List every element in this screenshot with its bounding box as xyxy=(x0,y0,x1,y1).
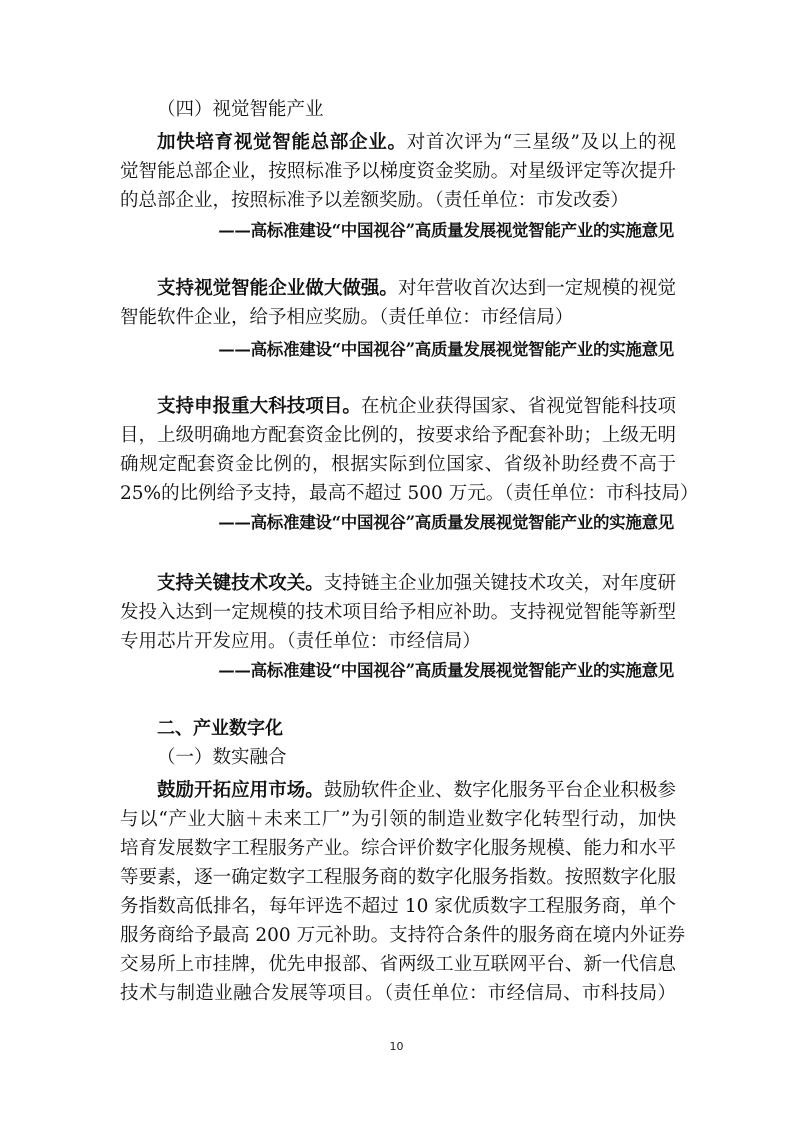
paragraph-text: 支持链主企业加强关键技术攻关，对年度研 xyxy=(323,573,676,594)
paragraph-line: 的总部企业，按照标准予以差额奖励。（责任单位：市发改委） xyxy=(120,190,629,211)
paragraph-line: 等要素，逐一确定数字工程服务商的数字化服务指数。按照数字化服 xyxy=(120,867,676,888)
paragraph-lead: 支持关键技术攻关。 xyxy=(157,573,324,594)
paragraph-lead: 支持视觉智能企业做大做强。 xyxy=(157,278,398,299)
paragraph-lead: 鼓励开拓应用市场。 xyxy=(157,780,324,801)
paragraph-line: 专用芯片开发应用。（责任单位：市经信局） xyxy=(120,631,481,652)
source-citation: ——高标准建设“中国视谷”高质量发展视觉智能产业的实施意见 xyxy=(218,513,674,532)
paragraph-line xyxy=(120,130,676,156)
paragraph-line: 务指数高低排名，每年评选不超过 10 家优质数字工程服务商，单个 xyxy=(120,896,676,917)
paragraph-line: 交易所上市挂牌，优先申报部、省两级工业互联网平台、新一代信息 xyxy=(120,954,676,975)
paragraph-line: 目，上级明确地方配套资金比例的，按要求给予配套补助；上级无明 xyxy=(120,425,676,446)
paragraph-text: 鼓励软件企业、数字化服务平台企业积极参 xyxy=(323,780,676,801)
paragraph-line: 发投入达到一定规模的技术项目给予相应补助。支持视觉智能等新型 xyxy=(120,602,676,623)
section-heading: （四）视觉智能产业 xyxy=(157,99,324,120)
page-number: 10 xyxy=(389,1040,404,1053)
paragraph-line: 智能软件企业，给予相应奖励。（责任单位：市经信局） xyxy=(120,307,574,328)
paragraph-line: 培育发展数字工程服务产业。综合评价数字化服务规模、能力和水平 xyxy=(120,838,676,859)
paragraph-text: 对年营收首次达到一定规模的视觉 xyxy=(397,278,676,299)
paragraph-text: 在杭企业获得国家、省视觉智能科技项 xyxy=(360,396,676,417)
paragraph-line xyxy=(120,571,676,597)
paragraph-line: 服务商给予最高 200 万元补助。支持符合条件的服务商在境内外证券 xyxy=(120,925,686,946)
paragraph-line xyxy=(120,394,676,420)
paragraph-text: 对首次评为“三星级”及以上的视 xyxy=(406,132,676,153)
source-citation: ——高标准建设“中国视谷”高质量发展视觉智能产业的实施意见 xyxy=(218,661,674,680)
subsection-heading: （一）数实融合 xyxy=(157,747,287,768)
paragraph-line: 技术与制造业融合发展等项目。（责任单位：市经信局、市科技局） xyxy=(120,983,676,1004)
paragraph-line: 觉智能总部企业，按照标准予以梯度资金奖励。对星级评定等次提升 xyxy=(120,161,676,182)
source-citation: ——高标准建设“中国视谷”高质量发展视觉智能产业的实施意见 xyxy=(218,340,674,359)
paragraph-line: 25%的比例给予支持，最高不超过 500 万元。（责任单位：市科技局） xyxy=(120,483,699,504)
paragraph-lead: 加快培育视觉智能总部企业。 xyxy=(157,132,407,153)
paragraph-line xyxy=(120,276,676,302)
chapter-heading: 二、产业数字化 xyxy=(157,718,283,739)
paragraph-lead: 支持申报重大科技项目。 xyxy=(157,396,361,417)
source-citation: ——高标准建设“中国视谷”高质量发展视觉智能产业的实施意见 xyxy=(218,221,674,240)
paragraph-line: 确规定配套资金比例的，根据实际到位国家、省级补助经费不高于 xyxy=(120,454,676,475)
paragraph-line xyxy=(120,778,676,804)
paragraph-line: 与以“产业大脑＋未来工厂”为引领的制造业数字化转型行动，加快 xyxy=(120,809,676,830)
